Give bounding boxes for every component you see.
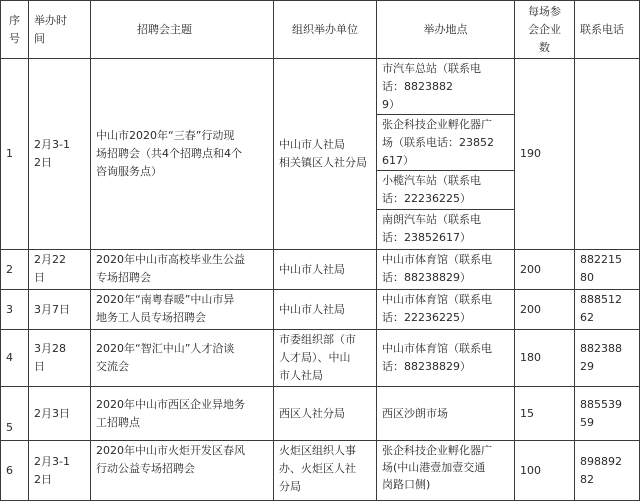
row-5-no: 5 [0, 387, 29, 441]
row-1-time: 2月3-1 2日 [29, 59, 91, 250]
row-1-place-1: 市汽车总站（联系电 话：8823882 9） [377, 59, 515, 115]
row-2-time: 2月22 日 [29, 250, 91, 290]
header-org: 组织举办单位 [274, 0, 377, 59]
row-2-theme: 2020年中山市高校毕业生公益 专场招聘会 [91, 250, 274, 290]
row-6-theme: 2020年中山市火炬开发区春风 行动公益专场招聘会 [91, 441, 274, 501]
row-3-phone: 888512 62 [575, 290, 640, 330]
row-6-org: 火炬区组织人事 办、火炬区人社 分局 [274, 441, 377, 501]
row-3-org: 中山市人社局 [274, 290, 377, 330]
row-3-count: 200 [515, 290, 575, 330]
row-4-org: 市委组织部（市 人才局）、中山 市人社局 [274, 330, 377, 387]
header-phone: 联系电话 [575, 0, 640, 59]
row-6-count: 100 [515, 441, 575, 501]
row-3-place: 中山市体育馆（联系电 话：22236225） [377, 290, 515, 330]
row-4-theme: 2020年“智汇中山”人才洽谈 交流会 [91, 330, 274, 387]
row-1-no: 1 [0, 59, 29, 250]
row-4-no: 4 [0, 330, 29, 387]
row-2-no: 2 [0, 250, 29, 290]
row-5-phone: 885539 59 [575, 387, 640, 441]
row-2-org: 中山市人社局 [274, 250, 377, 290]
row-5-count: 15 [515, 387, 575, 441]
row-4-place: 中山市体育馆（联系电 话：88238829） [377, 330, 515, 387]
header-time: 举办时 间 [29, 0, 91, 59]
row-1-place-4: 南朗汽车站（联系电 话：23852617） [377, 210, 515, 250]
row-6-place: 张企科技企业孵化器广 场(中山港壹加壹交通 岗路口侧) [377, 441, 515, 501]
row-1-theme: 中山市2020年“三春”行动现 场招聘会（共4个招聘点和4个 咨询服务点） [91, 59, 274, 250]
row-4-time: 3月28 日 [29, 330, 91, 387]
row-1-org: 中山市人社局 相关镇区人社分局 [274, 59, 377, 250]
row-1-place-3: 小榄汽车站（联系电 话：22236225） [377, 171, 515, 210]
row-3-time: 3月7日 [29, 290, 91, 330]
row-1-count: 190 [515, 59, 575, 250]
row-6-time: 2月3-1 2日 [29, 441, 91, 501]
header-count: 每场参 会企业 数 [515, 0, 575, 59]
row-2-count: 200 [515, 250, 575, 290]
row-5-org: 西区人社分局 [274, 387, 377, 441]
row-5-time: 2月3日 [29, 387, 91, 441]
row-2-place: 中山市体育馆（联系电 话：88238829） [377, 250, 515, 290]
row-4-phone: 882388 29 [575, 330, 640, 387]
row-3-no: 3 [0, 290, 29, 330]
row-6-phone: 898892 82 [575, 441, 640, 501]
header-theme: 招聘会主题 [91, 0, 274, 59]
row-5-place: 西区沙朗市场 [377, 387, 515, 441]
row-1-phone [575, 59, 640, 250]
row-4-count: 180 [515, 330, 575, 387]
row-5-theme: 2020年中山市西区企业异地务 工招聘点 [91, 387, 274, 441]
header-no: 序 号 [0, 0, 29, 59]
row-3-theme: 2020年“南粤春暖”中山市异 地务工人员专场招聘会 [91, 290, 274, 330]
row-6-no: 6 [0, 441, 29, 501]
row-2-phone: 882215 80 [575, 250, 640, 290]
row-1-place-2: 张企科技企业孵化器广 场（联系电话：23852 617） [377, 115, 515, 171]
header-place: 举办地点 [377, 0, 515, 59]
